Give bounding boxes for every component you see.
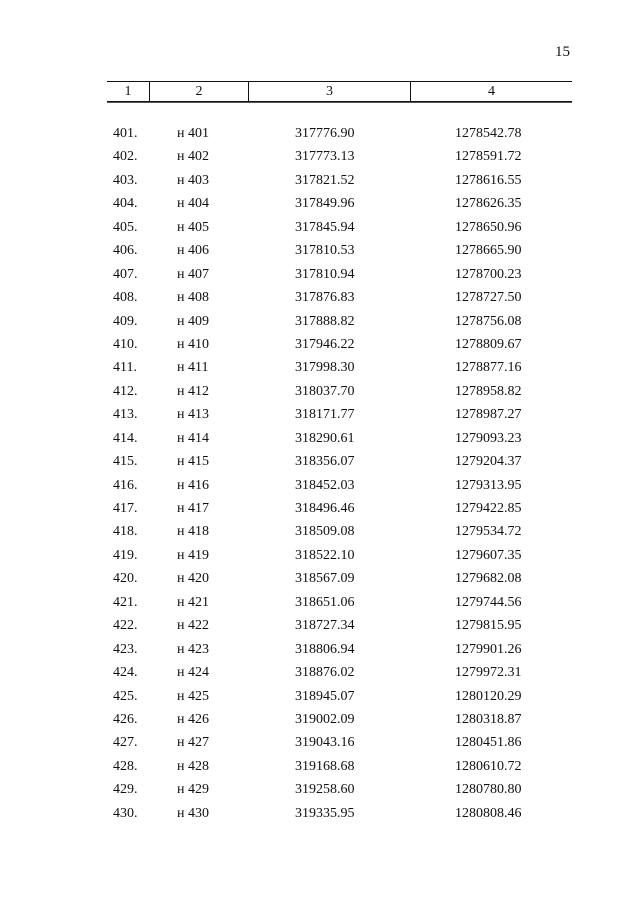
row-number: 416.	[113, 477, 138, 493]
row-number: 427.	[113, 735, 138, 751]
row-number: 421.	[113, 594, 138, 610]
coord-x: 318651.06	[295, 594, 355, 610]
point-label: н 406	[177, 243, 209, 259]
coord-x: 317998.30	[295, 360, 355, 376]
table-row	[0, 638, 640, 661]
coord-y: 1278542.78	[455, 126, 522, 141]
point-label: н 421	[177, 594, 209, 610]
coord-y: 1278987.27	[455, 407, 522, 423]
table-row	[0, 380, 640, 403]
table-row	[0, 310, 640, 333]
row-number: 415.	[113, 454, 138, 470]
coord-x: 319002.09	[295, 711, 355, 727]
coord-y: 1278756.08	[455, 313, 522, 329]
point-label: н 427	[177, 735, 209, 751]
point-label: н 428	[177, 758, 209, 774]
table-row	[0, 403, 640, 426]
row-number: 417.	[113, 501, 138, 516]
coord-x: 318496.46	[295, 501, 355, 516]
table-row	[0, 567, 640, 590]
table-row	[0, 474, 640, 497]
point-label: н 429	[177, 782, 209, 798]
table-row	[0, 708, 640, 731]
coord-x: 317821.52	[295, 172, 355, 188]
row-number: 426.	[113, 711, 138, 727]
point-label: н 412	[177, 383, 209, 399]
table-row	[0, 802, 640, 825]
coord-y: 1279607.35	[455, 547, 522, 563]
table-row	[0, 685, 640, 708]
point-label: н 425	[177, 688, 209, 704]
table-row	[0, 356, 640, 379]
table-row	[0, 216, 640, 239]
coord-y: 1279204.37	[455, 454, 522, 470]
coord-y: 1279422.85	[455, 501, 522, 516]
coord-x: 318945.07	[295, 688, 355, 704]
coord-y: 1278877.16	[455, 360, 522, 376]
coord-x: 319168.68	[295, 758, 355, 774]
coord-x: 317888.82	[295, 313, 355, 329]
table-header	[107, 81, 572, 102]
row-number: 428.	[113, 758, 138, 774]
point-label: н 408	[177, 290, 209, 306]
coord-y: 1279815.95	[455, 618, 522, 634]
point-label: н 418	[177, 524, 209, 540]
table-row	[0, 239, 640, 262]
table-row	[0, 614, 640, 637]
point-label: н 404	[177, 196, 209, 212]
coord-y: 1280451.86	[455, 735, 522, 751]
coord-x: 318452.03	[295, 477, 355, 493]
coord-x: 317810.94	[295, 266, 355, 282]
table-row	[0, 520, 640, 543]
point-label: н 416	[177, 477, 209, 493]
row-number: 429.	[113, 782, 138, 798]
row-number: 412.	[113, 383, 138, 399]
coord-x: 318356.07	[295, 454, 355, 470]
table-body	[0, 122, 640, 825]
point-label: н 430	[177, 805, 209, 821]
coord-y: 1278665.90	[455, 243, 522, 259]
table-row	[0, 755, 640, 778]
point-label: н 402	[177, 149, 209, 165]
coord-y: 1278809.67	[455, 336, 522, 352]
row-number: 403.	[113, 172, 138, 188]
row-number: 406.	[113, 243, 138, 259]
coord-y: 1279534.72	[455, 524, 522, 540]
row-number: 404.	[113, 196, 138, 212]
table-row	[0, 286, 640, 309]
point-label: н 410	[177, 336, 209, 352]
row-number: 419.	[113, 547, 138, 563]
point-label: н 414	[177, 430, 209, 446]
header-col-3: 3	[326, 84, 333, 99]
table-row	[0, 263, 640, 286]
coord-x: 319043.16	[295, 735, 355, 751]
header-underline	[107, 102, 572, 103]
coord-y: 1280318.87	[455, 711, 522, 727]
coord-y: 1278616.55	[455, 172, 522, 188]
coord-y: 1280120.29	[455, 688, 522, 704]
point-label: н 407	[177, 266, 209, 282]
coord-x: 319258.60	[295, 782, 355, 798]
coord-x: 318171.77	[295, 407, 355, 423]
point-label: н 411	[177, 360, 209, 376]
point-label: н 403	[177, 172, 209, 188]
point-label: н 417	[177, 501, 209, 516]
coord-x: 318509.08	[295, 524, 355, 540]
row-number: 430.	[113, 805, 138, 821]
coord-y: 1280808.46	[455, 805, 522, 821]
row-number: 425.	[113, 688, 138, 704]
coord-x: 318806.94	[295, 641, 355, 657]
coord-y: 1280610.72	[455, 758, 522, 774]
table-row	[0, 333, 640, 356]
coord-y: 1278958.82	[455, 383, 522, 399]
table-row	[0, 778, 640, 801]
row-number: 418.	[113, 524, 138, 540]
coord-y: 1279682.08	[455, 571, 522, 587]
table-row	[0, 122, 640, 145]
point-label: н 413	[177, 407, 209, 423]
point-label: н 409	[177, 313, 209, 329]
coord-x: 317849.96	[295, 196, 355, 212]
table-row	[0, 591, 640, 614]
header-col-1: 1	[124, 84, 132, 99]
coord-y: 1278591.72	[455, 149, 522, 165]
coord-y: 1279901.26	[455, 641, 522, 657]
row-number: 401.	[113, 126, 138, 141]
coord-x: 318876.02	[295, 665, 355, 681]
point-label: н 419	[177, 547, 209, 563]
point-label: н 422	[177, 618, 209, 634]
coord-x: 318727.34	[295, 618, 355, 634]
coord-y: 1280780.80	[455, 782, 522, 798]
row-number: 414.	[113, 430, 138, 446]
coord-y: 1278700.23	[455, 266, 522, 282]
point-label: н 401	[177, 126, 209, 141]
row-number: 424.	[113, 665, 138, 681]
header-col-4: 4	[488, 84, 495, 99]
coord-x: 317810.53	[295, 243, 355, 259]
coord-y: 1279093.23	[455, 430, 522, 446]
coord-y: 1278650.96	[455, 219, 522, 235]
page-number: 15	[555, 44, 570, 60]
row-number: 402.	[113, 149, 138, 165]
table-row	[0, 731, 640, 754]
header-col-2: 2	[195, 84, 203, 99]
table-row	[0, 497, 640, 520]
row-number: 413.	[113, 407, 138, 423]
table-row	[0, 450, 640, 473]
coord-x: 317845.94	[295, 219, 355, 235]
table-row	[0, 145, 640, 168]
point-label: н 405	[177, 219, 209, 235]
point-label: н 415	[177, 454, 209, 470]
point-label: н 424	[177, 665, 209, 681]
row-number: 405.	[113, 219, 138, 235]
coord-y: 1279313.95	[455, 477, 522, 493]
coord-y: 1279744.56	[455, 594, 522, 610]
coord-x: 318290.61	[295, 430, 355, 446]
point-label: н 426	[177, 711, 209, 727]
table-row	[0, 427, 640, 450]
coord-x: 317773.13	[295, 149, 355, 165]
row-number: 420.	[113, 571, 138, 587]
point-label: н 420	[177, 571, 209, 587]
table-row	[0, 169, 640, 192]
table-row	[0, 661, 640, 684]
row-number: 409.	[113, 313, 138, 329]
coord-x: 318037.70	[295, 383, 355, 399]
row-number: 422.	[113, 618, 138, 634]
coord-x: 317876.83	[295, 290, 355, 306]
table-row	[0, 192, 640, 215]
coord-x: 318567.09	[295, 571, 355, 587]
point-label: н 423	[177, 641, 209, 657]
coord-y: 1278727.50	[455, 290, 522, 306]
coord-x: 317946.22	[295, 336, 355, 352]
row-number: 411.	[113, 360, 137, 376]
table-row	[0, 544, 640, 567]
row-number: 410.	[113, 336, 138, 352]
coord-x: 318522.10	[295, 547, 355, 563]
row-number: 423.	[113, 641, 138, 657]
coord-y: 1278626.35	[455, 196, 522, 212]
coord-x: 319335.95	[295, 805, 355, 821]
coord-y: 1279972.31	[455, 665, 522, 681]
row-number: 407.	[113, 266, 138, 282]
row-number: 408.	[113, 290, 138, 306]
coord-x: 317776.90	[295, 126, 355, 141]
